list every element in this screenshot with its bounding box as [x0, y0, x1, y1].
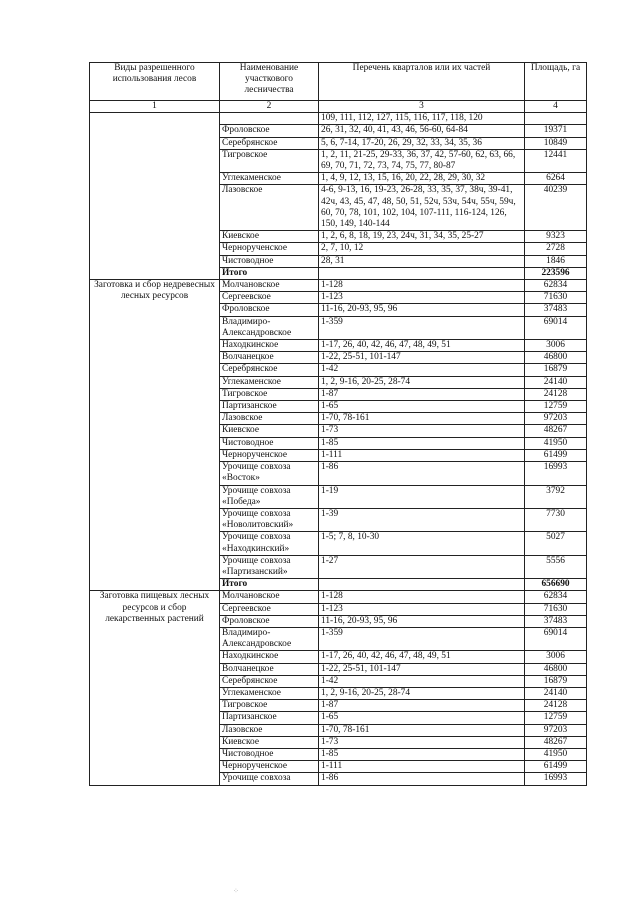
quarters-list: 1-70, 78-161	[319, 724, 525, 736]
area-value: 61499	[525, 761, 587, 773]
forestry-name: Молчановское	[220, 280, 319, 292]
forestry-name: Урочище совхоза «Восток»	[220, 462, 319, 485]
quarters-list: 11-16, 20-93, 95, 96	[319, 304, 525, 316]
total-area: 223596	[525, 267, 587, 279]
forestry-name: Партизанское	[220, 712, 319, 724]
quarters-list: 1-70, 78-161	[319, 413, 525, 425]
quarters-list: 1-42	[319, 364, 525, 376]
area-value: 24140	[525, 376, 587, 388]
column-number: 1	[90, 101, 220, 113]
forestry-name: Углекаменское	[220, 376, 319, 388]
forestry-name: Урочище совхоза «Находкинский»	[220, 532, 319, 555]
column-number: 4	[525, 101, 587, 113]
area-value: 62834	[525, 591, 587, 603]
area-value: 71630	[525, 603, 587, 615]
forestry-name: Чернорученское	[220, 449, 319, 461]
forestry-name: Углекаменское	[220, 173, 319, 185]
forestry-name: Владимиро-Александровское	[220, 627, 319, 650]
quarters-list: 1-27	[319, 555, 525, 578]
forestry-name: Урочище совхоза «Новолитовский»	[220, 508, 319, 531]
table-row	[90, 113, 587, 125]
area-value: 9323	[525, 231, 587, 243]
area-value: 97203	[525, 413, 587, 425]
area-value: 16879	[525, 364, 587, 376]
forestry-name	[220, 113, 319, 125]
area-value: 3792	[525, 485, 587, 508]
quarters-list: 1-111	[319, 761, 525, 773]
quarters-list: 1-111	[319, 449, 525, 461]
use-cell: Заготовка пищевых лесных ресурсов и сбор лекарственных растений	[90, 591, 220, 785]
quarters-list: 1-19	[319, 485, 525, 508]
area-value: 24128	[525, 388, 587, 400]
quarters-list: 1-42	[319, 675, 525, 687]
forestry-name: Серебрянское	[220, 675, 319, 687]
header-quarters: Перечень кварталов или их частей	[319, 63, 525, 101]
area-value: 7730	[525, 508, 587, 531]
forestry-name: Урочище совхоза «Победа»	[220, 485, 319, 508]
quarters-list: 1-22, 25-51, 101-147	[319, 352, 525, 364]
quarters-list: 1-123	[319, 603, 525, 615]
forestry-name: Киевское	[220, 736, 319, 748]
forestry-name: Находкинское	[220, 651, 319, 663]
area-value	[525, 113, 587, 125]
table-row	[90, 591, 587, 603]
quarters-list: 1-128	[319, 280, 525, 292]
column-number-row	[90, 101, 587, 113]
forestry-name: Углекаменское	[220, 687, 319, 699]
forestry-name: Чистоводное	[220, 255, 319, 267]
forestry-name: Сергеевское	[220, 603, 319, 615]
forestry-name: Волчанецкое	[220, 663, 319, 675]
forestry-name: Находкинское	[220, 340, 319, 352]
forestry-name: Фроловское	[220, 304, 319, 316]
quarters-list: 26, 31, 32, 40, 41, 43, 46, 56-60, 64-84	[319, 125, 525, 137]
forestry-name: Тигровское	[220, 149, 319, 172]
area-value: 62834	[525, 280, 587, 292]
quarters-list: 1, 2, 6, 8, 18, 19, 23, 24ч, 31, 34, 35, 25-27	[319, 231, 525, 243]
header-area: Площадь, га	[525, 63, 587, 101]
area-value: 37483	[525, 615, 587, 627]
table-body	[90, 113, 587, 785]
quarters-list: 1-359	[319, 627, 525, 650]
quarters-list: 1-87	[319, 388, 525, 400]
area-value: 1846	[525, 255, 587, 267]
area-value: 3006	[525, 340, 587, 352]
forestry-name: Лазовское	[220, 413, 319, 425]
area-value: 97203	[525, 724, 587, 736]
forestry-name: Урочище совхоза	[220, 773, 319, 785]
forestry-name: Чистоводное	[220, 437, 319, 449]
area-value: 12759	[525, 712, 587, 724]
quarters-list: 1-39	[319, 508, 525, 531]
total-label: Итого	[220, 267, 319, 279]
area-value: 69014	[525, 627, 587, 650]
forestry-name: Чистоводное	[220, 748, 319, 760]
quarters-list: 4-6, 9-13, 16, 19-23, 26-28, 33, 35, 37, 38ч, 39-41, 42ч, 43, 45, 47, 48, 50, 51, 52ч, 53ч, 54ч, 55ч, 59ч, 60, 70, 78, 101, 102, 104, 107-111, 116-124, 126, 150, 149, 140-144	[319, 185, 525, 231]
total-quarters	[319, 267, 525, 279]
area-value: 16993	[525, 773, 587, 785]
quarters-list: 1, 2, 9-16, 20-25, 28-74	[319, 376, 525, 388]
quarters-list: 1-22, 25-51, 101-147	[319, 663, 525, 675]
quarters-list: 1-86	[319, 462, 525, 485]
quarters-list: 11-16, 20-93, 95, 96	[319, 615, 525, 627]
area-value: 41950	[525, 437, 587, 449]
forestry-name: Тигровское	[220, 388, 319, 400]
area-value: 2728	[525, 243, 587, 255]
forestry-name: Лазовское	[220, 724, 319, 736]
area-value: 3006	[525, 651, 587, 663]
quarters-list: 1-85	[319, 437, 525, 449]
column-number: 3	[319, 101, 525, 113]
forestry-name: Чернорученское	[220, 761, 319, 773]
area-value: 12759	[525, 401, 587, 413]
quarters-list: 1-73	[319, 736, 525, 748]
quarters-list: 1, 4, 9, 12, 13, 15, 16, 20, 22, 28, 29, 30, 32	[319, 173, 525, 185]
quarters-list: 1-128	[319, 591, 525, 603]
quarters-list: 2, 7, 10, 12	[319, 243, 525, 255]
quarters-list: 1-87	[319, 700, 525, 712]
quarters-list: 109, 111, 112, 127, 115, 116, 117, 118, 120	[319, 113, 525, 125]
area-value: 46800	[525, 352, 587, 364]
quarters-list: 1-86	[319, 773, 525, 785]
quarters-list: 1-73	[319, 425, 525, 437]
total-area: 656690	[525, 579, 587, 591]
area-value: 48267	[525, 736, 587, 748]
forestry-name: Фроловское	[220, 125, 319, 137]
quarters-list: 1-65	[319, 401, 525, 413]
quarters-list: 1-17, 26, 40, 42, 46, 47, 48, 49, 51	[319, 340, 525, 352]
quarters-list: 1-359	[319, 316, 525, 339]
area-value: 71630	[525, 292, 587, 304]
quarters-list: 28, 31	[319, 255, 525, 267]
forestry-name: Владимиро-Александровское	[220, 316, 319, 339]
area-value: 12441	[525, 149, 587, 172]
area-value: 24128	[525, 700, 587, 712]
forestry-name: Чернорученское	[220, 243, 319, 255]
forestry-name: Тигровское	[220, 700, 319, 712]
forestry-name: Серебрянское	[220, 364, 319, 376]
forestry-name: Партизанское	[220, 401, 319, 413]
area-value: 16993	[525, 462, 587, 485]
forestry-name: Фроловское	[220, 615, 319, 627]
total-label: Итого	[220, 579, 319, 591]
quarters-list: 1, 2, 9-16, 20-25, 28-74	[319, 687, 525, 699]
quarters-list: 1-5; 7, 8, 10-30	[319, 532, 525, 555]
scan-mark: ⁘	[233, 887, 239, 895]
area-value: 10849	[525, 137, 587, 149]
area-value: 5556	[525, 555, 587, 578]
area-value: 46800	[525, 663, 587, 675]
area-value: 6264	[525, 173, 587, 185]
forestry-name: Киевское	[220, 231, 319, 243]
quarters-list: 1-65	[319, 712, 525, 724]
table-row	[90, 280, 587, 292]
area-value: 40239	[525, 185, 587, 231]
forestry-name: Лазовское	[220, 185, 319, 231]
use-cell	[90, 113, 220, 280]
quarters-list: 5, 6, 7-14, 17-20, 26, 29, 32, 33, 34, 35, 36	[319, 137, 525, 149]
forestry-name: Урочище совхоза «Партизанский»	[220, 555, 319, 578]
area-value: 24140	[525, 687, 587, 699]
area-value: 61499	[525, 449, 587, 461]
forestry-name: Сергеевское	[220, 292, 319, 304]
forestry-name: Волчанецкое	[220, 352, 319, 364]
forestry-name: Молчановское	[220, 591, 319, 603]
header-use: Виды разрешенного использования лесов	[90, 63, 220, 101]
area-value: 19371	[525, 125, 587, 137]
header-forestry: Наименование участкового лесничества	[220, 63, 319, 101]
total-quarters	[319, 579, 525, 591]
column-number: 2	[220, 101, 319, 113]
quarters-list: 1, 2, 11, 21-25, 29-33, 36, 37, 42, 57-60, 62, 63, 66, 69, 70, 71, 72, 73, 74, 75, 77, 80-87	[319, 149, 525, 172]
area-value: 41950	[525, 748, 587, 760]
area-value: 69014	[525, 316, 587, 339]
forestry-name: Серебрянское	[220, 137, 319, 149]
area-value: 37483	[525, 304, 587, 316]
area-value: 48267	[525, 425, 587, 437]
area-value: 16879	[525, 675, 587, 687]
header-row	[90, 63, 587, 101]
quarters-list: 1-123	[319, 292, 525, 304]
area-value: 5027	[525, 532, 587, 555]
quarters-list: 1-85	[319, 748, 525, 760]
forest-use-table	[89, 62, 587, 786]
forestry-name: Киевское	[220, 425, 319, 437]
quarters-list: 1-17, 26, 40, 42, 46, 47, 48, 49, 51	[319, 651, 525, 663]
use-cell: Заготовка и сбор недревесных лесных ресурсов	[90, 280, 220, 591]
